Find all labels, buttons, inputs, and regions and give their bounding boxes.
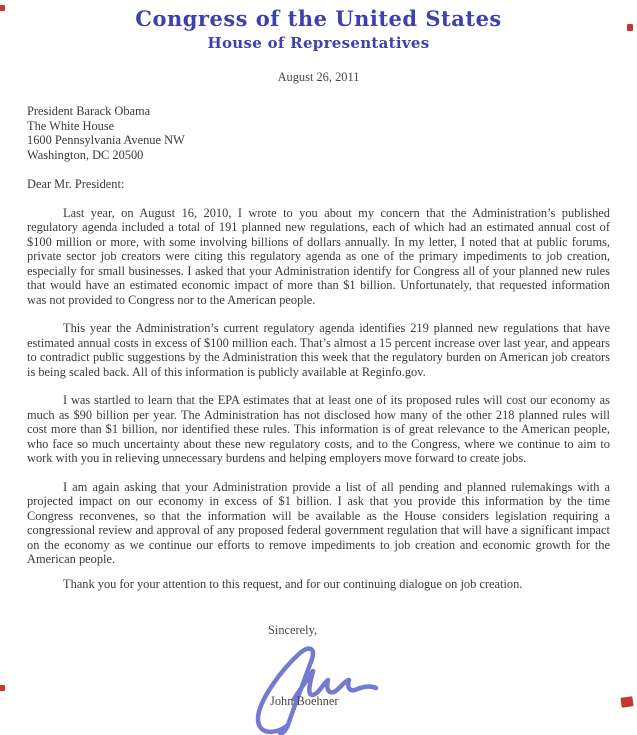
date-line: August 26, 2011 [277,70,360,84]
recipient-line-street: 1600 Pennsylvania Avenue NW [27,133,185,147]
signer-name: John Boehner [270,694,339,708]
letterhead-line1: Congress of the United States [135,6,502,31]
letterhead [0,6,637,52]
paragraph-4: I am again asking that your Administration provide a list of all pending and planned rulemakings with a projected impact on our economy in excess of $1 billion. I ask that you provide this information by the time Congress reconvenes, so that the information will be available as the House considers legislation requiring a congressional review and approval of any proposed federal government regulation that will have a significant impact on the economy as we continue our efforts to remove impediments to job creation and economic growth for the American people. [27,479,610,566]
paragraph-3: I was startled to learn that the EPA estimates that at least one of its proposed rules will cost our economy as much as $90 billion per year. The Administration has not disclosed how many of the other 218 planned rules will cost more than $1 billion, nor identified these rules. This information is of great relevance to the American people, who face so much uncertainty about these new regulatory costs, and to the Congress, where we continue to aim to work with you in relieving unnecessary burdens and helping employers move forward to create jobs. [27,393,610,465]
signature-handwriting-icon [248,641,380,735]
paragraph-closing: Thank you for your attention to this request, and for our continuing dialogue on job creation. [63,576,523,591]
paragraph-2: This year the Administration’s current regulatory agenda identifies 219 planned new regulations that have estimated annual costs in excess of $100 million each. That’s almost a 15 percent increase over last year, and appears to contradict public suggestions by the Administration this week that the regulatory burden on American job creators is being scaled back. All of this information is publicly available at Reginfo.gov. [27,321,610,379]
letter-body [27,104,610,591]
letterhead-line2: House of Representatives [207,34,430,52]
scan-artifact-bottom-right [620,696,633,708]
salutation: Dear Mr. President: [27,177,125,191]
scan-artifact-bottom-left [0,685,5,691]
recipient-line-name: President Barack Obama [27,104,151,118]
paragraph-1: Last year, on August 16, 2010, I wrote to you about my concern that the Administration’s published regulatory agenda included a total of 191 planned new regulations, each of which had an estimated annual cost of $100 million or more, with some involving billions of dollars annually. In my letter, I noted that at public forums, private sector job creators were citing this regulatory agenda as one of the primary impediments to job creation, especially for small businesses. I asked that your Administration identify for Congress all of your planned new rules that would have an estimated economic impact of more than $1 billion. Unfortunately, that requested information was not provided to Congress nor to the American people. [27,205,610,307]
recipient-line-city: Washington, DC 20500 [27,147,144,162]
recipient-line-building: The White House [27,118,115,133]
valediction: Sincerely, [268,623,318,637]
recipient-address [27,104,610,162]
